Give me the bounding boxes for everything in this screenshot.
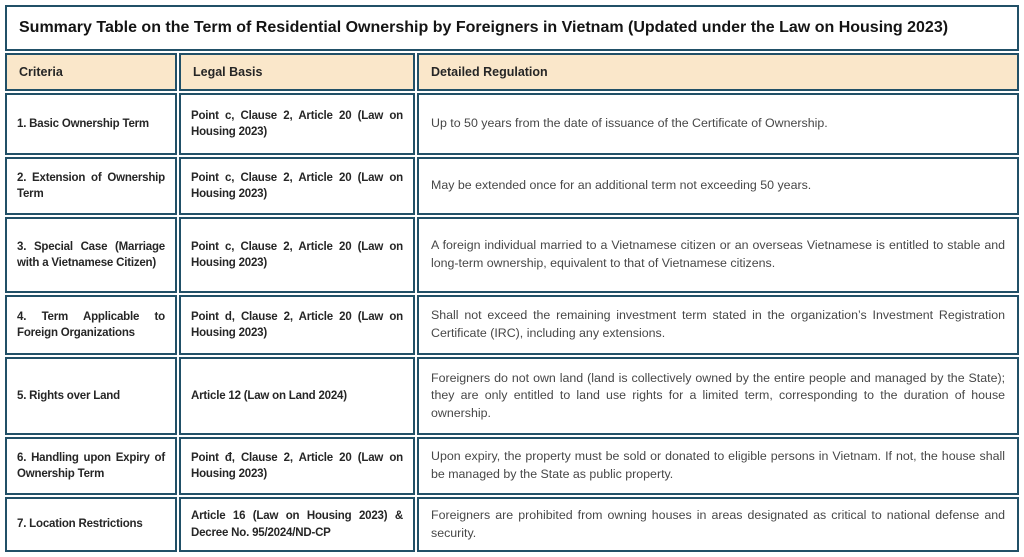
- table-row: [5, 357, 1019, 435]
- regulation-cell: Foreigners do not own land (land is collectively owned by the entire people and managed by the State); they are only entitled to land use rights for a limited term, corresponding to the duration of house ownership.: [417, 357, 1019, 435]
- criteria-cell: 4. Term Applicable to Foreign Organizations: [5, 295, 177, 355]
- regulation-cell: Foreigners are prohibited from owning houses in areas designated as critical to national defense and security.: [417, 497, 1019, 552]
- column-header-legal-basis: Legal Basis: [179, 53, 415, 91]
- page-title: Summary Table on the Term of Residential Ownership by Foreigners in Vietnam (Updated under the Law on Housing 2023): [5, 5, 1019, 51]
- regulation-cell: A foreign individual married to a Vietnamese citizen or an overseas Vietnamese is entitled to stable and long-term ownership, equivalent to that of Vietnamese citizens.: [417, 217, 1019, 293]
- ownership-term-table: [3, 3, 1021, 554]
- legal-basis-cell: Article 12 (Law on Land 2024): [179, 357, 415, 435]
- legal-basis-cell: Point c, Clause 2, Article 20 (Law on Housing 2023): [179, 217, 415, 293]
- criteria-cell: 1. Basic Ownership Term: [5, 93, 177, 155]
- criteria-cell: 5. Rights over Land: [5, 357, 177, 435]
- legal-basis-cell: Point đ, Clause 2, Article 20 (Law on Housing 2023): [179, 437, 415, 495]
- column-header-detailed-regulation: Detailed Regulation: [417, 53, 1019, 91]
- criteria-cell: 2. Extension of Ownership Term: [5, 157, 177, 215]
- regulation-cell: Up to 50 years from the date of issuance of the Certificate of Ownership.: [417, 93, 1019, 155]
- table-row: [5, 157, 1019, 215]
- legal-basis-cell: Point c, Clause 2, Article 20 (Law on Housing 2023): [179, 93, 415, 155]
- table-row: [5, 93, 1019, 155]
- criteria-cell: 7. Location Restrictions: [5, 497, 177, 552]
- legal-basis-cell: Point d, Clause 2, Article 20 (Law on Housing 2023): [179, 295, 415, 355]
- table-row: [5, 217, 1019, 293]
- regulation-cell: Upon expiry, the property must be sold or donated to eligible persons in Vietnam. If not, the house shall be managed by the State as public property.: [417, 437, 1019, 495]
- table-row: [5, 497, 1019, 552]
- criteria-cell: 6. Handling upon Expiry of Ownership Term: [5, 437, 177, 495]
- column-header-row: [5, 53, 1019, 91]
- legal-basis-cell: Article 16 (Law on Housing 2023) & Decree No. 95/2024/ND-CP: [179, 497, 415, 552]
- legal-basis-cell: Point c, Clause 2, Article 20 (Law on Housing 2023): [179, 157, 415, 215]
- regulation-cell: May be extended once for an additional term not exceeding 50 years.: [417, 157, 1019, 215]
- table-row: [5, 295, 1019, 355]
- title-row: [5, 5, 1019, 51]
- table-row: [5, 437, 1019, 495]
- regulation-cell: Shall not exceed the remaining investment term stated in the organization’s Investment Registration Certificate (IRC), including any extensions.: [417, 295, 1019, 355]
- column-header-criteria: Criteria: [5, 53, 177, 91]
- criteria-cell: 3. Special Case (Marriage with a Vietnamese Citizen): [5, 217, 177, 293]
